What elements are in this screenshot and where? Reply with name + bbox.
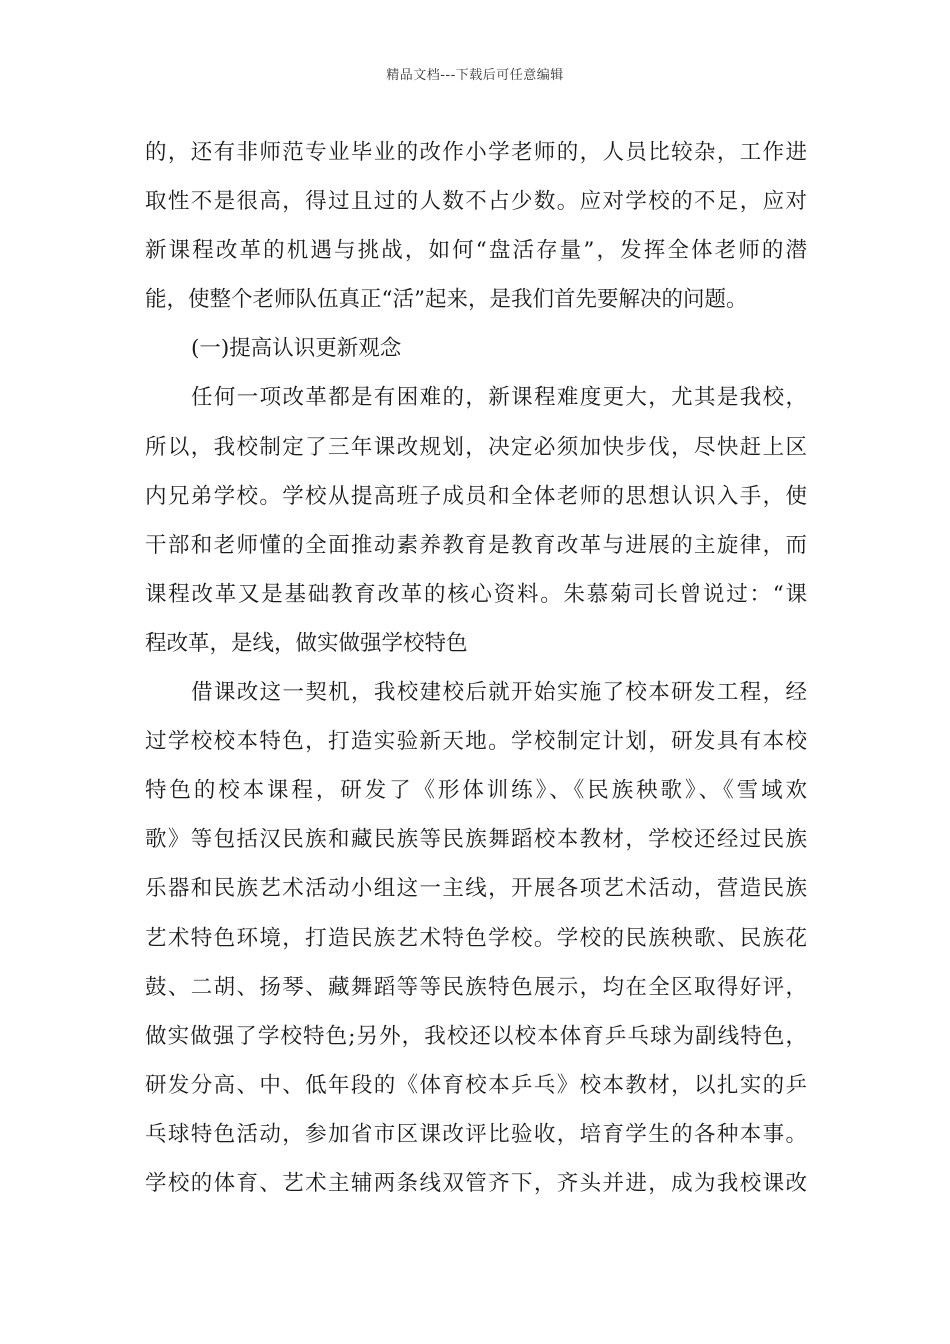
text-line: 的，还有非师范专业毕业的改作小学老师的，人员比较杂，工作进: [145, 140, 807, 165]
page-header: 精品文档---下载后可任意编辑: [386, 68, 564, 83]
text-line: 借课改这一契机，我校建校后就开始实施了校本研发工程，经: [191, 680, 807, 706]
text-line: 能，使整个老师队伍真正“活”起来，是我们首先要解决的问题。: [145, 287, 748, 313]
text-line: 过学校校本特色，打造实验新天地。学校制定计划，研发具有本校: [145, 729, 807, 755]
text-line: 乐器和民族艺术活动小组这一主线，开展各项艺术活动，营造民族: [145, 876, 807, 902]
text-line: 任何一项改革都是有困难的，新课程难度更大，尤其是我校，: [191, 385, 807, 411]
text-line: 内兄弟学校。学校从提高班子成员和全体老师的思想认识入手，使: [145, 483, 807, 509]
text-line: 新课程改革的机遇与挑战，如何“盘活存量”，发挥全体老师的潜: [145, 238, 807, 264]
text-line: 鼓、二胡、扬琴、藏舞蹈等等民族特色展示，均在全区取得好评，: [145, 974, 807, 1000]
text-line: 歌》等包括汉民族和藏民族等民族舞蹈校本教材，学校还经过民族: [145, 827, 807, 853]
document-body: [145, 128, 807, 1208]
text-line: 特色的校本课程，研发了《形体训练》、《民族秧歌》、《雪域欢: [145, 778, 807, 804]
section-heading: (一)提高认识更新观念: [191, 336, 402, 362]
text-line: 乓球特色活动，参加省市区课改评比验收，培育学生的各种本事。: [145, 1121, 807, 1147]
text-line: 取性不是很高，得过且过的人数不占少数。应对学校的不足，应对: [145, 189, 807, 215]
text-line: 干部和老师懂的全面推动素养教育是教育改革与进展的主旋律，而: [145, 532, 807, 558]
text-line: 所以，我校制定了三年课改规划，决定必须加快步伐，尽快赶上区: [145, 434, 807, 460]
text-line: 程改革，是线，做实做强学校特色: [145, 630, 468, 656]
text-line: 研发分高、中、低年段的《体育校本乒乓》校本教材，以扎实的乒: [145, 1072, 807, 1098]
text-line: 做实做强了学校特色;另外，我校还以校本体育乒乓球为副线特色，: [145, 1023, 807, 1049]
text-line: 艺术特色环境，打造民族艺术特色学校。学校的民族秧歌、民族花: [145, 925, 807, 951]
text-line: 课程改革又是基础教育改革的核心资料。朱慕菊司长曾说过：“课: [145, 581, 807, 607]
text-line: 学校的体育、艺术主辅两条线双管齐下，齐头并进，成为我校课改: [145, 1170, 807, 1196]
